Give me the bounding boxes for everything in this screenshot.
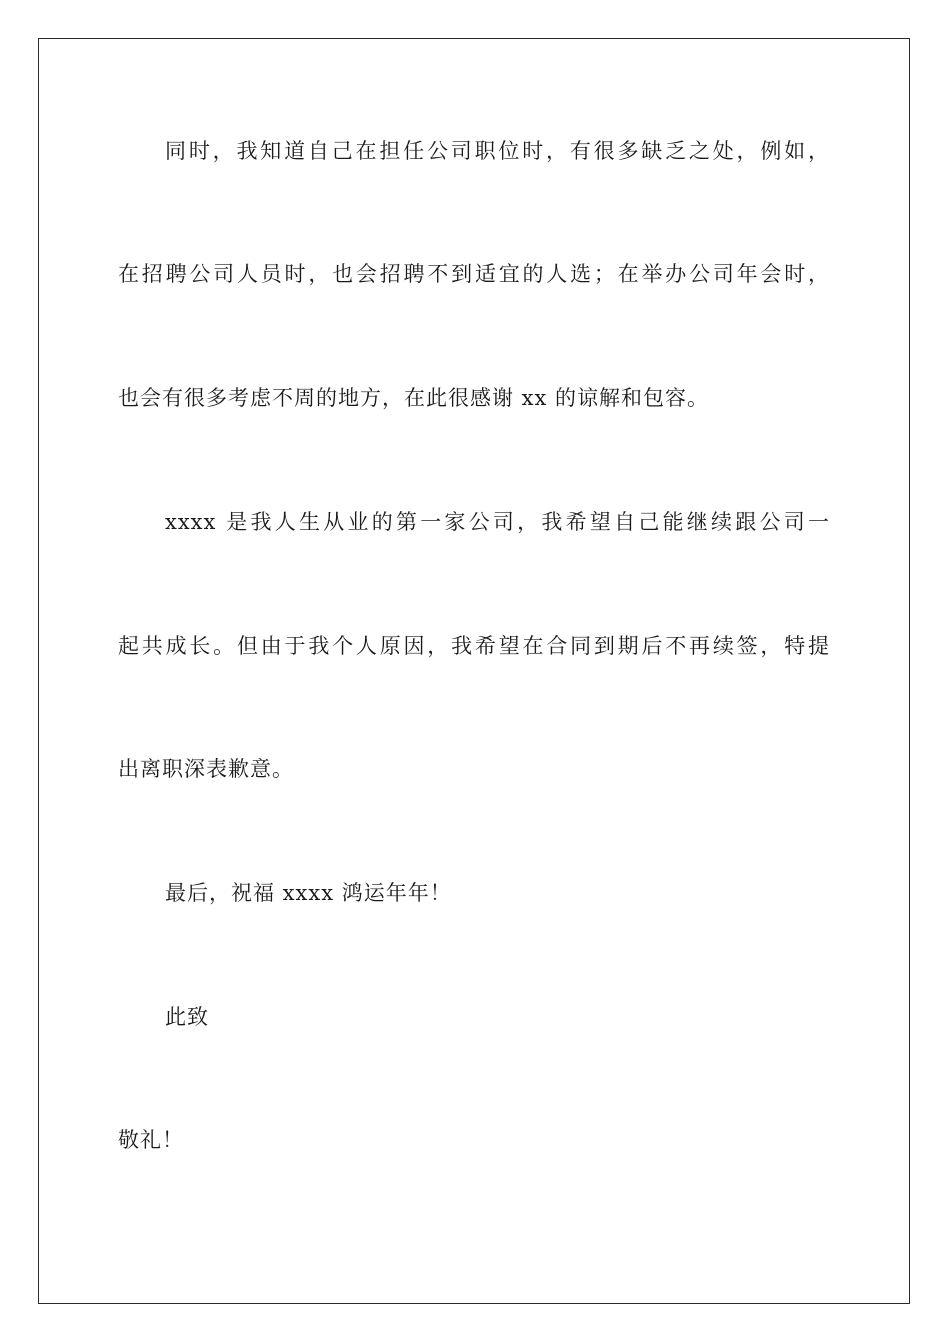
salutation-ci-zhi: 此致 xyxy=(165,1005,209,1029)
paragraph-2-line-3: 出离职深表歉意。 xyxy=(118,757,294,781)
paragraph-1-line-3: 也会有很多考虑不周的地方，在此很感谢 xx 的谅解和包容。 xyxy=(118,386,710,410)
page-border xyxy=(38,38,910,1304)
paragraph-1-line-2: 在招聘公司人员时，也会招聘不到适宜的人选；在举办公司年会时， xyxy=(118,262,830,286)
paragraph-2-line-1: xxxx 是我人生从业的第一家公司，我希望自己能继续跟公司一 xyxy=(165,510,830,534)
paragraph-1-line-1: 同时，我知道自己在担任公司职位时，有很多缺乏之处，例如， xyxy=(165,139,830,163)
salutation-jing-li: 敬礼！ xyxy=(118,1128,184,1152)
paragraph-2-line-2: 起共成长。但由于我个人原因，我希望在合同到期后不再续签，特提 xyxy=(118,634,830,658)
closing-wish: 最后，祝福 xxxx 鸿运年年！ xyxy=(165,881,452,905)
